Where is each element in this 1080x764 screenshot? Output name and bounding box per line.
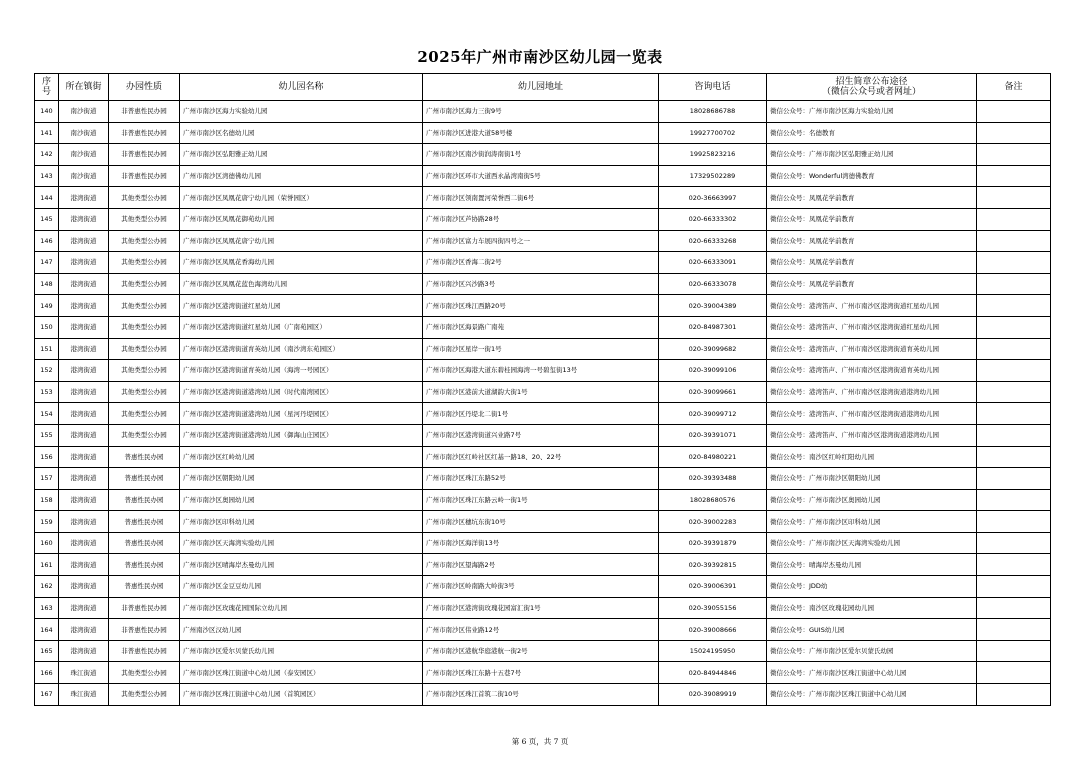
cell-remark (977, 619, 1051, 641)
cell-no: 160 (35, 532, 59, 554)
cell-address: 广州市南沙区伟业路12号 (423, 619, 659, 641)
cell-phone: 020-84980221 (659, 446, 767, 468)
cell-remark (977, 403, 1051, 425)
cell-remark (977, 122, 1051, 144)
page-number: 第 6 页，共 7 页 (511, 737, 569, 746)
table-row (35, 532, 1051, 554)
table-row (35, 619, 1051, 641)
cell-nature: 其他类型公办园 (109, 208, 180, 230)
cell-street: 港湾街道 (59, 597, 109, 619)
cell-channel: 微信公众号：凤凰花学前教育 (767, 230, 977, 252)
cell-channel: 微信公众号：广州市南沙区珠江街道中心幼儿园 (767, 684, 977, 706)
cell-remark (977, 101, 1051, 123)
cell-nature: 其他类型公办园 (109, 360, 180, 382)
cell-address: 广州市南沙区星岸一街1号 (423, 338, 659, 360)
table-row (35, 403, 1051, 425)
cell-remark (977, 360, 1051, 382)
table-row (35, 381, 1051, 403)
cell-remark (977, 446, 1051, 468)
cell-no: 163 (35, 597, 59, 619)
cell-nature: 非普惠性民办园 (109, 144, 180, 166)
header-channel: 招生简章公布途径 （微信公众号或者网址） (767, 74, 977, 101)
cell-name: 广州市南沙区海力实验幼儿园 (180, 101, 423, 123)
cell-address: 广州市南沙区望海路2号 (423, 554, 659, 576)
cell-remark (977, 144, 1051, 166)
cell-phone: 19925823216 (659, 144, 767, 166)
cell-nature: 其他类型公办园 (109, 381, 180, 403)
cell-remark (977, 165, 1051, 187)
table-row (35, 684, 1051, 706)
cell-remark (977, 532, 1051, 554)
cell-name: 广州市南沙区凤凰花唐宁幼儿园 (180, 230, 423, 252)
cell-channel: 微信公众号：广州市南沙区弘阳雅正幼儿园 (767, 144, 977, 166)
cell-street: 港湾街道 (59, 403, 109, 425)
cell-channel: 微信公众号：广州市南沙区海力实验幼儿园 (767, 101, 977, 123)
cell-street: 港湾街道 (59, 381, 109, 403)
header-no: 序 号 (35, 74, 59, 101)
cell-no: 148 (35, 273, 59, 295)
cell-address: 广州市南沙区珠江西路20号 (423, 295, 659, 317)
cell-street: 港湾街道 (59, 576, 109, 598)
cell-name: 广州市南沙区凤凰花御苑幼儿园 (180, 208, 423, 230)
table-row (35, 122, 1051, 144)
table-row (35, 640, 1051, 662)
cell-channel: 微信公众号：港湾笛声、广州市南沙区港湾街道港湾幼儿园 (767, 381, 977, 403)
cell-channel: 微信公众号：南沙区红岭红阳幼儿园 (767, 446, 977, 468)
cell-address: 广州市南沙区港航华庭港航一街2号 (423, 640, 659, 662)
cell-remark (977, 381, 1051, 403)
cell-remark (977, 230, 1051, 252)
cell-no: 161 (35, 554, 59, 576)
cell-channel: 微信公众号：南沙区玫瑰花园幼儿园 (767, 597, 977, 619)
cell-channel: 微信公众号：凤凰花学前教育 (767, 208, 977, 230)
cell-nature: 其他类型公办园 (109, 252, 180, 274)
cell-no: 157 (35, 468, 59, 490)
cell-no: 149 (35, 295, 59, 317)
cell-nature: 其他类型公办园 (109, 684, 180, 706)
cell-no: 167 (35, 684, 59, 706)
cell-name: 广州市南沙区珠江街道中心幼儿园（首筑园区） (180, 684, 423, 706)
table-row (35, 489, 1051, 511)
cell-remark (977, 338, 1051, 360)
table-row (35, 597, 1051, 619)
cell-nature: 非普惠性民办园 (109, 122, 180, 144)
cell-address: 广州市南沙区珠江首筑二街10号 (423, 684, 659, 706)
cell-name: 广州市南沙区天海湾实验幼儿园 (180, 532, 423, 554)
cell-phone: 020-39099682 (659, 338, 767, 360)
table-row (35, 295, 1051, 317)
cell-no: 166 (35, 662, 59, 684)
cell-no: 147 (35, 252, 59, 274)
cell-address: 广州市南沙区珠江东路云岭一街1号 (423, 489, 659, 511)
cell-remark (977, 597, 1051, 619)
cell-no: 145 (35, 208, 59, 230)
cell-phone: 020-39099712 (659, 403, 767, 425)
cell-channel: 微信公众号：凤凰花学前教育 (767, 187, 977, 209)
table-row (35, 446, 1051, 468)
cell-street: 港湾街道 (59, 360, 109, 382)
cell-channel: 微信公众号：港湾笛声、广州市南沙区港湾街道红星幼儿园 (767, 316, 977, 338)
cell-phone: 15024195950 (659, 640, 767, 662)
cell-phone: 18028686788 (659, 101, 767, 123)
cell-no: 165 (35, 640, 59, 662)
cell-channel: 微信公众号：港湾笛声、广州市南沙区港湾街道港湾幼儿园 (767, 424, 977, 446)
cell-phone: 020-84944846 (659, 662, 767, 684)
table-row (35, 511, 1051, 533)
cell-name: 广州市南沙区港湾街道育英幼儿园（海湾一号园区） (180, 360, 423, 382)
cell-phone: 020-36663997 (659, 187, 767, 209)
cell-address: 广州市南沙区珠江东路十五巷7号 (423, 662, 659, 684)
cell-name: 广州市南沙区凤凰花香海幼儿园 (180, 252, 423, 274)
cell-phone: 19927700702 (659, 122, 767, 144)
table-row (35, 576, 1051, 598)
cell-remark (977, 684, 1051, 706)
cell-street: 港湾街道 (59, 489, 109, 511)
cell-remark (977, 424, 1051, 446)
cell-street: 港湾街道 (59, 424, 109, 446)
cell-address: 广州市南沙区岭南路大岭街3号 (423, 576, 659, 598)
cell-channel: 微信公众号：名德教育 (767, 122, 977, 144)
cell-remark (977, 316, 1051, 338)
cell-phone: 020-84987301 (659, 316, 767, 338)
cell-street: 港湾街道 (59, 532, 109, 554)
cell-street: 南沙街道 (59, 101, 109, 123)
cell-name: 广州市南沙区凤凰花唐宁幼儿园（荣誉园区） (180, 187, 423, 209)
cell-nature: 非普惠性民办园 (109, 165, 180, 187)
cell-channel: 微信公众号：广州市南沙区朝阳幼儿园 (767, 468, 977, 490)
cell-nature: 其他类型公办园 (109, 338, 180, 360)
cell-name: 广州南沙区汉幼儿园 (180, 619, 423, 641)
cell-address: 广州市南沙区穗坑东街10号 (423, 511, 659, 533)
cell-name: 广州市南沙区红岭幼儿园 (180, 446, 423, 468)
table-row (35, 101, 1051, 123)
cell-nature: 普惠性民办园 (109, 554, 180, 576)
cell-no: 146 (35, 230, 59, 252)
cell-name: 广州市南沙区晴海岸杰曼幼儿园 (180, 554, 423, 576)
cell-address: 广州市南沙区香海二街2号 (423, 252, 659, 274)
cell-nature: 普惠性民办园 (109, 532, 180, 554)
cell-nature: 其他类型公办园 (109, 424, 180, 446)
page-title: 2025年广州市南沙区幼儿园一览表 (417, 48, 663, 66)
table-row (35, 360, 1051, 382)
cell-street: 港湾街道 (59, 252, 109, 274)
cell-no: 154 (35, 403, 59, 425)
cell-address: 广州市南沙区海景路广南苑 (423, 316, 659, 338)
cell-street: 港湾街道 (59, 230, 109, 252)
table-row (35, 273, 1051, 295)
table-row (35, 338, 1051, 360)
cell-remark (977, 554, 1051, 576)
cell-remark (977, 662, 1051, 684)
cell-street: 南沙街道 (59, 122, 109, 144)
cell-name: 广州市南沙区凤凰花蓝色海湾幼儿园 (180, 273, 423, 295)
cell-street: 港湾街道 (59, 316, 109, 338)
cell-phone: 020-39391071 (659, 424, 767, 446)
cell-no: 144 (35, 187, 59, 209)
cell-channel: 微信公众号：广州市南沙区珠江街道中心幼儿园 (767, 662, 977, 684)
cell-channel: 微信公众号：广州市南沙区天海湾实验幼儿园 (767, 532, 977, 554)
cell-phone: 020-39002283 (659, 511, 767, 533)
cell-channel: 微信公众号：港湾笛声、广州市南沙区港湾街道红星幼儿园 (767, 295, 977, 317)
cell-street: 珠江街道 (59, 684, 109, 706)
table-row (35, 316, 1051, 338)
cell-address: 广州市南沙区南沙街润涛南街1号 (423, 144, 659, 166)
header-nature: 办园性质 (109, 74, 180, 101)
cell-address: 广州市南沙区芦协路28号 (423, 208, 659, 230)
cell-nature: 普惠性民办园 (109, 489, 180, 511)
cell-phone: 020-66333091 (659, 252, 767, 274)
cell-channel: 微信公众号：港湾笛声、广州市南沙区港湾街道港湾幼儿园 (767, 403, 977, 425)
cell-channel: 微信公众号：晴海岸杰曼幼儿园 (767, 554, 977, 576)
cell-remark (977, 208, 1051, 230)
cell-channel: 微信公众号：GUIS幼儿园 (767, 619, 977, 641)
header-street: 所在镇街 (59, 74, 109, 101)
cell-street: 港湾街道 (59, 338, 109, 360)
cell-no: 151 (35, 338, 59, 360)
cell-nature: 其他类型公办园 (109, 230, 180, 252)
cell-name: 广州市南沙区湾德佛幼儿园 (180, 165, 423, 187)
cell-channel: 微信公众号：港湾笛声、广州市南沙区港湾街道育英幼儿园 (767, 338, 977, 360)
cell-street: 港湾街道 (59, 619, 109, 641)
cell-address: 广州市南沙区领南置河荣誉西二街6号 (423, 187, 659, 209)
cell-name: 广州市南沙区港湾街道红星幼儿园（广南苑园区） (180, 316, 423, 338)
table-row (35, 187, 1051, 209)
cell-name: 广州市南沙区港湾街道港湾幼儿园（御海山庄园区） (180, 424, 423, 446)
cell-nature: 其他类型公办园 (109, 662, 180, 684)
cell-phone: 18028680576 (659, 489, 767, 511)
cell-address: 广州市南沙区港湾街玫瑰花园富汇街1号 (423, 597, 659, 619)
cell-address: 广州市南沙区港前大道湖韵大街1号 (423, 381, 659, 403)
cell-nature: 非普惠性民办园 (109, 619, 180, 641)
cell-remark (977, 273, 1051, 295)
table-row (35, 468, 1051, 490)
cell-nature: 非普惠性民办园 (109, 597, 180, 619)
cell-street: 港湾街道 (59, 187, 109, 209)
table-row (35, 230, 1051, 252)
cell-nature: 其他类型公办园 (109, 403, 180, 425)
cell-address: 广州市南沙区珠江东路52号 (423, 468, 659, 490)
kindergarten-table (34, 73, 1051, 706)
cell-nature: 普惠性民办园 (109, 511, 180, 533)
cell-name: 广州市南沙区港湾街道港湾幼儿园（时代南湾园区） (180, 381, 423, 403)
cell-no: 140 (35, 101, 59, 123)
cell-channel: 微信公众号：港湾笛声、广州市南沙区港湾街道育英幼儿园 (767, 360, 977, 382)
cell-address: 广州市南沙区环市大道西永晶湾南街5号 (423, 165, 659, 187)
cell-nature: 非普惠性民办园 (109, 640, 180, 662)
cell-phone: 020-39008666 (659, 619, 767, 641)
cell-address: 广州市南沙区兴沙路3号 (423, 273, 659, 295)
cell-channel: 微信公众号：广州市南沙区印科幼儿园 (767, 511, 977, 533)
cell-nature: 普惠性民办园 (109, 468, 180, 490)
cell-name: 广州市南沙区玫瑰花园国际立幼儿园 (180, 597, 423, 619)
cell-phone: 020-39392815 (659, 554, 767, 576)
cell-phone: 020-39391879 (659, 532, 767, 554)
cell-no: 159 (35, 511, 59, 533)
cell-phone: 020-39004389 (659, 295, 767, 317)
cell-phone: 020-39393488 (659, 468, 767, 490)
cell-street: 港湾街道 (59, 273, 109, 295)
cell-no: 143 (35, 165, 59, 187)
cell-phone: 020-39099661 (659, 381, 767, 403)
cell-remark (977, 640, 1051, 662)
cell-name: 广州市南沙区珠江街道中心幼儿园（泰安园区） (180, 662, 423, 684)
cell-phone: 020-66333268 (659, 230, 767, 252)
cell-remark (977, 295, 1051, 317)
cell-phone: 020-39099106 (659, 360, 767, 382)
cell-remark (977, 511, 1051, 533)
cell-phone: 020-66333302 (659, 208, 767, 230)
cell-no: 155 (35, 424, 59, 446)
cell-address: 广州市南沙区海洋街13号 (423, 532, 659, 554)
cell-no: 153 (35, 381, 59, 403)
cell-street: 港湾街道 (59, 295, 109, 317)
cell-phone: 020-66333078 (659, 273, 767, 295)
cell-address: 广州市南沙区丹堤北二街1号 (423, 403, 659, 425)
table-header-row (35, 74, 1051, 101)
cell-no: 156 (35, 446, 59, 468)
cell-no: 162 (35, 576, 59, 598)
cell-address: 广州市南沙区富力车展四街四号之一 (423, 230, 659, 252)
cell-address: 广州市南沙区红岭社区红基一路18、20、22号 (423, 446, 659, 468)
cell-street: 珠江街道 (59, 662, 109, 684)
cell-channel: 微信公众号：JDD幼 (767, 576, 977, 598)
cell-street: 南沙街道 (59, 165, 109, 187)
table-row (35, 208, 1051, 230)
cell-street: 港湾街道 (59, 208, 109, 230)
cell-address: 广州市南沙区进港大道58号楼 (423, 122, 659, 144)
cell-street: 港湾街道 (59, 446, 109, 468)
cell-nature: 非普惠性民办园 (109, 101, 180, 123)
cell-street: 港湾街道 (59, 468, 109, 490)
cell-nature: 普惠性民办园 (109, 446, 180, 468)
cell-name: 广州市南沙区港湾街道红星幼儿园 (180, 295, 423, 317)
table-row (35, 165, 1051, 187)
header-address: 幼儿园地址 (423, 74, 659, 101)
cell-remark (977, 576, 1051, 598)
cell-remark (977, 187, 1051, 209)
cell-address: 广州市南沙区港湾街道兴业路7号 (423, 424, 659, 446)
cell-name: 广州市南沙区印科幼儿园 (180, 511, 423, 533)
cell-no: 158 (35, 489, 59, 511)
cell-name: 广州市南沙区爱尔贝蒙氏幼儿园 (180, 640, 423, 662)
cell-remark (977, 252, 1051, 274)
cell-name: 广州市南沙区朝阳幼儿园 (180, 468, 423, 490)
cell-name: 广州市南沙区弘阳雅正幼儿园 (180, 144, 423, 166)
cell-no: 150 (35, 316, 59, 338)
cell-no: 152 (35, 360, 59, 382)
cell-remark (977, 489, 1051, 511)
cell-nature: 其他类型公办园 (109, 295, 180, 317)
cell-channel: 微信公众号：凤凰花学前教育 (767, 252, 977, 274)
table-row (35, 554, 1051, 576)
cell-channel: 微信公众号：广州市南沙区爱尔贝蒙氏幼园 (767, 640, 977, 662)
cell-channel: 微信公众号：广州市南沙区奥园幼儿园 (767, 489, 977, 511)
cell-street: 港湾街道 (59, 511, 109, 533)
cell-no: 142 (35, 144, 59, 166)
cell-channel: 微信公众号：Wonderful湾德佛教育 (767, 165, 977, 187)
table-row (35, 424, 1051, 446)
cell-channel: 微信公众号：凤凰花学前教育 (767, 273, 977, 295)
table-row (35, 144, 1051, 166)
cell-address: 广州市南沙区海力三街9号 (423, 101, 659, 123)
cell-nature: 普惠性民办园 (109, 576, 180, 598)
cell-name: 广州市南沙区港湾街道育英幼儿园（南沙湾东苑园区） (180, 338, 423, 360)
cell-nature: 其他类型公办园 (109, 273, 180, 295)
cell-phone: 020-39006391 (659, 576, 767, 598)
header-phone: 咨询电话 (659, 74, 767, 101)
cell-phone: 17329502289 (659, 165, 767, 187)
cell-street: 港湾街道 (59, 640, 109, 662)
header-remarks: 备注 (977, 74, 1051, 101)
cell-phone: 020-39089919 (659, 684, 767, 706)
header-name: 幼儿园名称 (180, 74, 423, 101)
cell-name: 广州市南沙区港湾街道港湾幼儿园（星河丹堤园区） (180, 403, 423, 425)
cell-name: 广州市南沙区金豆豆幼儿园 (180, 576, 423, 598)
cell-no: 164 (35, 619, 59, 641)
cell-street: 港湾街道 (59, 554, 109, 576)
cell-nature: 其他类型公办园 (109, 187, 180, 209)
table-row (35, 662, 1051, 684)
cell-name: 广州市南沙区奥园幼儿园 (180, 489, 423, 511)
cell-nature: 其他类型公办园 (109, 316, 180, 338)
cell-name: 广州市南沙区名德幼儿园 (180, 122, 423, 144)
cell-no: 141 (35, 122, 59, 144)
cell-street: 南沙街道 (59, 144, 109, 166)
cell-address: 广州市南沙区海港大道东碧桂园海湾一号碧玺街13号 (423, 360, 659, 382)
cell-remark (977, 468, 1051, 490)
table-row (35, 252, 1051, 274)
cell-phone: 020-39055156 (659, 597, 767, 619)
